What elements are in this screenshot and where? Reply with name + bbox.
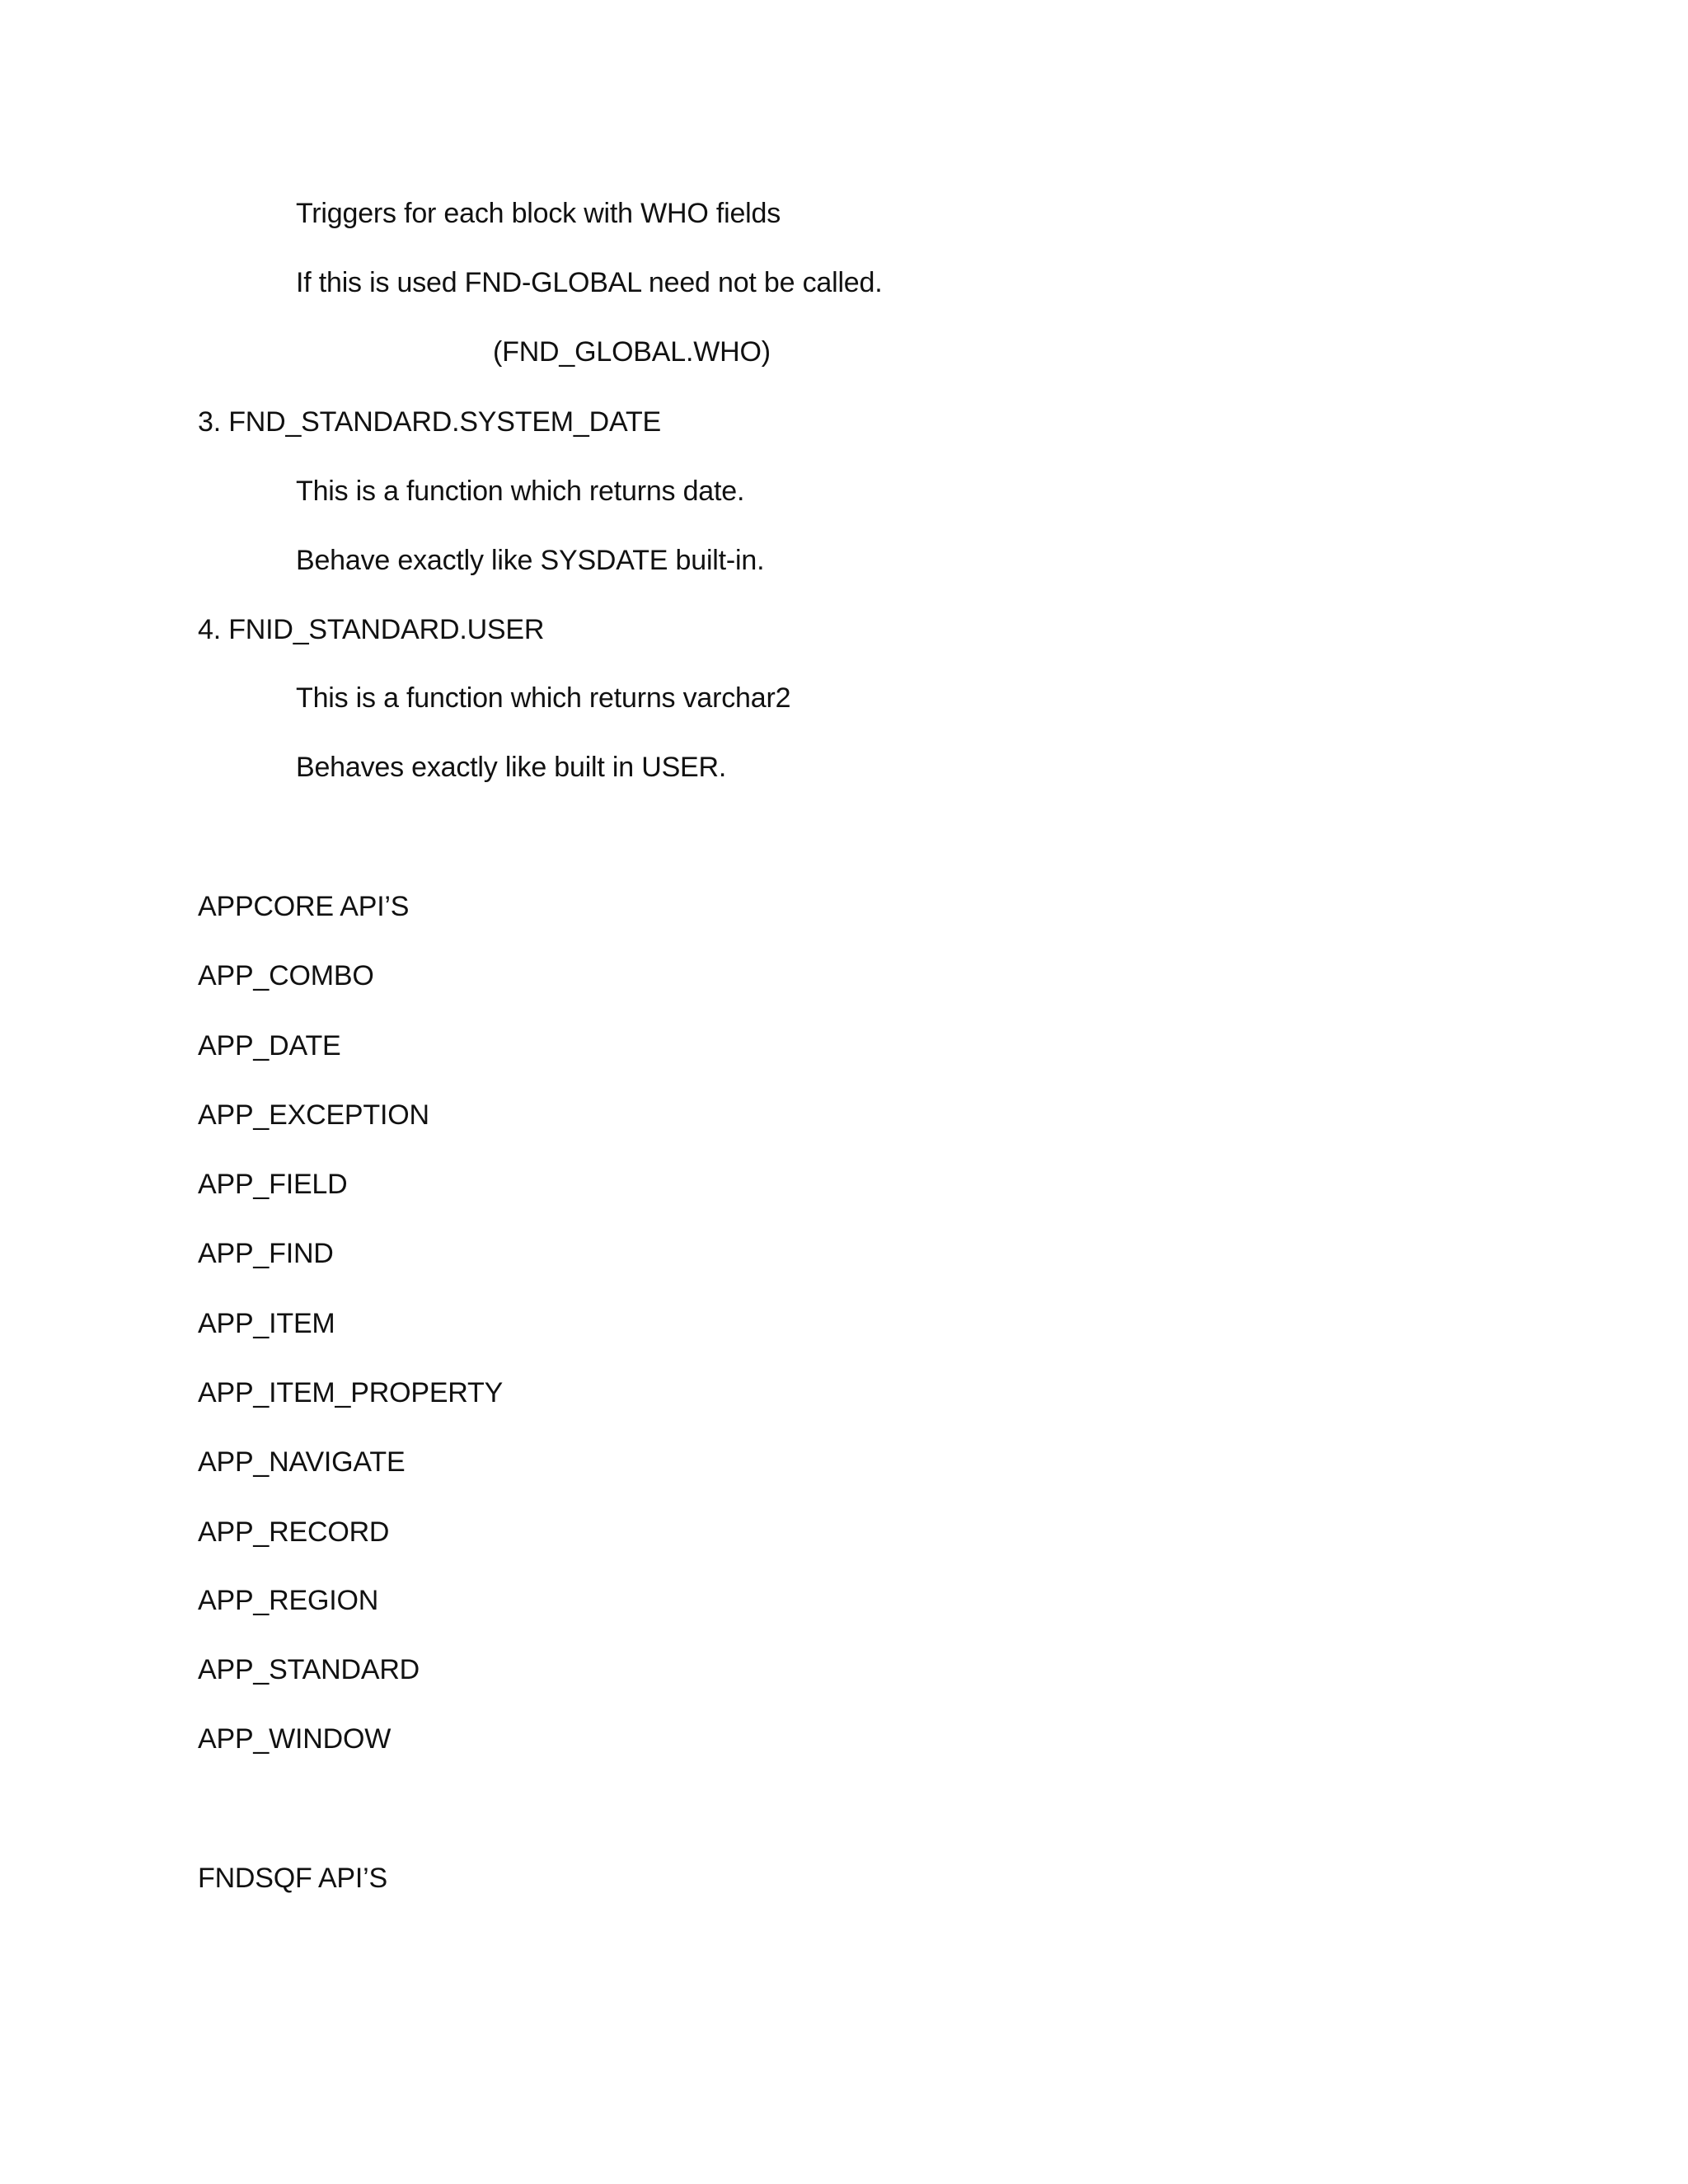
text-line: This is a function which returns varchar2 [296, 682, 791, 714]
text-line: If this is used FND-GLOBAL need not be called. [296, 267, 883, 298]
text-line: This is a function which returns date. [296, 476, 745, 507]
list-item: APP_FIND [198, 1238, 334, 1269]
list-item: APP_NAVIGATE [198, 1446, 406, 1478]
list-item: APP_FIELD [198, 1169, 348, 1200]
list-item: APP_ITEM [198, 1308, 335, 1339]
section-heading: FNDSQF API’S [198, 1863, 387, 1894]
list-item: APP_REGION [198, 1585, 379, 1616]
text-line: Behave exactly like SYSDATE built-in. [296, 545, 765, 576]
list-item: APP_RECORD [198, 1516, 390, 1548]
list-item: APP_DATE [198, 1030, 341, 1062]
list-item: APP_STANDARD [198, 1654, 420, 1685]
numbered-heading: 3. FND_STANDARD.SYSTEM_DATE [198, 406, 661, 438]
list-item: APP_COMBO [198, 960, 374, 991]
numbered-heading: 4. FNID_STANDARD.USER [198, 614, 545, 645]
section-heading: APPCORE API’S [198, 891, 410, 922]
list-item: APP_WINDOW [198, 1723, 392, 1755]
text-line: Triggers for each block with WHO fields [296, 198, 781, 229]
list-item: APP_ITEM_PROPERTY [198, 1377, 504, 1408]
list-item: APP_EXCEPTION [198, 1099, 429, 1131]
text-line: (FND_GLOBAL.WHO) [493, 336, 771, 368]
text-line: Behaves exactly like built in USER. [296, 752, 727, 783]
